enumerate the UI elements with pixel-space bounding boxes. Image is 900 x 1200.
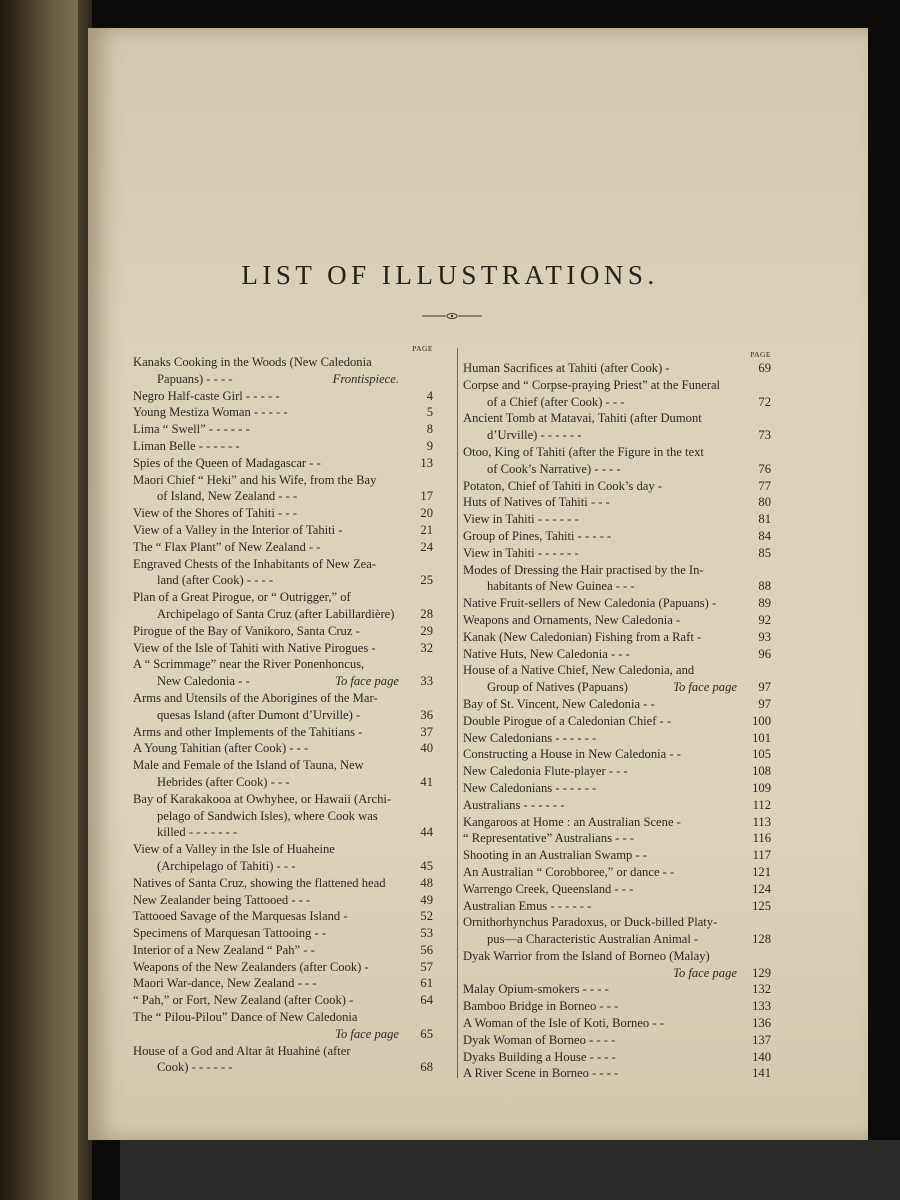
page-number: 76: [758, 461, 771, 476]
illustration-entry: [133, 438, 433, 455]
entry-text-line: Tattooed Savage of the Marquesas Island -: [133, 909, 348, 924]
entry-text-line: of Cook’s Narrative) - - - -: [487, 461, 621, 476]
illustration-entry: [463, 780, 771, 797]
page-number: 96: [758, 646, 771, 661]
entry-text-line: Dyak Woman of Borneo - - - -: [463, 1032, 616, 1047]
column-divider: [457, 348, 458, 1078]
illustration-entry: [133, 556, 433, 590]
illustration-entry: [133, 724, 433, 741]
book-spine: [0, 0, 90, 1200]
illustration-entry: [463, 981, 771, 998]
entry-text-line: View of the Shores of Tahiti - - -: [133, 506, 297, 521]
illustration-entry: [463, 562, 771, 596]
entry-text-line: A River Scene in Borneo - - - -: [463, 1066, 619, 1081]
entry-text-line: Young Mestiza Woman - - - - -: [133, 405, 288, 420]
illustration-entry: [133, 757, 433, 791]
page-number: 77: [758, 478, 771, 493]
illustration-entry: [463, 696, 771, 713]
illustration-entry: [133, 791, 433, 841]
illustration-entry: [463, 1049, 771, 1066]
page-number: 97: [758, 680, 771, 695]
illustration-entry: [463, 1015, 771, 1032]
entry-text-line: A “ Scrimmage” near the River Ponenhoncus,: [133, 657, 365, 672]
illustration-entry: [463, 948, 771, 982]
entry-text-line: Hebrides (after Cook) - - -: [157, 774, 290, 789]
entry-text-line: View of a Valley in the Interior of Tahiti -: [133, 522, 343, 537]
page-number: 133: [752, 999, 771, 1014]
page-number: 136: [752, 1016, 771, 1031]
page-number: 37: [420, 724, 433, 739]
entry-text-line: Dyak Warrior from the Island of Borneo (Malay): [463, 948, 710, 963]
entry-text-line: “ Pah,” or Fort, New Zealand (after Cook) -: [133, 993, 354, 1008]
entry-text-line: Kanaks Cooking in the Woods (New Caledonia: [133, 355, 372, 369]
page-number: 56: [420, 942, 433, 957]
page-number: 84: [758, 528, 771, 543]
illustration-entry: [463, 1065, 771, 1082]
entry-text-line: Australians - - - - - -: [463, 797, 565, 812]
entry-text-line: land (after Cook) - - - -: [157, 573, 274, 588]
entry-text-line: An Australian “ Corobboree,” or dance - -: [463, 864, 675, 879]
facing-page-note: To face page: [673, 680, 737, 695]
illustration-entry: [463, 713, 771, 730]
page-number: 112: [752, 797, 771, 812]
illustration-entry: [463, 814, 771, 831]
illustration-entry: [133, 925, 433, 942]
page-number: 121: [752, 864, 771, 879]
page-column-header: PAGE: [412, 344, 433, 353]
entry-text-line: pus—a Characteristic Australian Animal -: [487, 932, 699, 947]
illustration-entry: [463, 595, 771, 612]
entry-text-line: d’Urville) - - - - - -: [487, 428, 582, 443]
illustration-entry: [463, 662, 771, 696]
entry-text-line: Warrengo Creek, Queensland - - -: [463, 881, 634, 896]
entry-text-line: Native Fruit-sellers of New Caledonia (Papuans) -: [463, 596, 717, 611]
illustration-entry: [133, 354, 433, 388]
page-number: 53: [420, 926, 433, 941]
page-number: 57: [420, 959, 433, 974]
illustration-entry: [133, 959, 433, 976]
entry-text-line: Weapons and Ornaments, New Caledonia -: [463, 612, 681, 627]
entry-text-line: Maori War-dance, New Zealand - - -: [133, 976, 317, 991]
entry-text-line: Potaton, Chief of Tahiti in Cook’s day -: [463, 478, 662, 493]
entry-text-line: Ornithorhynchus Paradoxus, or Duck-billed Platy-: [463, 915, 718, 930]
page-number: 17: [420, 489, 433, 504]
page-number: 33: [420, 674, 433, 689]
illustration-entry: [133, 992, 433, 1009]
illustration-entry: [133, 388, 433, 405]
illustration-entry: [133, 1043, 433, 1077]
entry-text-line: Australian Emus - - - - - -: [463, 898, 592, 913]
entry-text-line: View of the Isle of Tahiti with Native Pirogues -: [133, 640, 376, 655]
illustration-entry: [463, 847, 771, 864]
entry-text-line: of a Chief (after Cook) - - -: [487, 394, 625, 409]
illustration-entry: [133, 656, 433, 690]
page-number: 61: [420, 976, 433, 991]
right-entries: [463, 360, 771, 1082]
page-number: 49: [420, 892, 433, 907]
entry-text-line: Kanak (New Caledonian) Fishing from a Raft -: [463, 629, 702, 644]
page-number: 92: [758, 612, 771, 627]
page-number: 65: [420, 1026, 433, 1041]
page-number: 141: [752, 1066, 771, 1081]
page-number: 85: [758, 545, 771, 560]
page-number: 72: [758, 394, 771, 409]
page-number: 109: [752, 780, 771, 795]
entry-text-line: The “ Pilou-Pilou” Dance of New Caledonia: [133, 1010, 358, 1025]
entry-text-line: Engraved Chests of the Inhabitants of New Zea-: [133, 556, 377, 571]
entry-text-line: Papuans) - - - -: [157, 371, 233, 386]
entry-text-line: Bay of Karakakooa at Owhyhee, or Hawaii (Archi-: [133, 791, 392, 806]
illustration-entry: [463, 629, 771, 646]
entry-text-line: New Zealander being Tattooed - - -: [133, 892, 311, 907]
page-number: 44: [420, 825, 433, 840]
entry-text-line: Shooting in an Australian Swamp - -: [463, 848, 647, 863]
entry-text-line: quesas Island (after Dumont d’Urville) -: [157, 707, 361, 722]
page-number: 81: [758, 512, 771, 527]
entry-text-line: Double Pirogue of a Caledonian Chief - -: [463, 713, 672, 728]
facing-page-note: Frontispiece.: [332, 371, 399, 386]
illustration-entry: [463, 881, 771, 898]
illustration-entry: [133, 589, 433, 623]
illustration-entry: [133, 875, 433, 892]
page-number: 113: [752, 814, 771, 829]
illustration-entry: [463, 746, 771, 763]
illustration-entry: [133, 623, 433, 640]
page-number: 140: [752, 1049, 771, 1064]
entry-text-line: Pirogue of the Bay of Vanikoro, Santa Cruz -: [133, 623, 360, 638]
page-number: 128: [752, 932, 771, 947]
page-number: 32: [420, 640, 433, 655]
page-number: 69: [758, 361, 771, 375]
page-number: 73: [758, 428, 771, 443]
page-number: 13: [420, 455, 433, 470]
illustration-entry: [133, 522, 433, 539]
illustration-entry: [463, 444, 771, 478]
page-number: 29: [420, 623, 433, 638]
facing-page-note: To face page: [673, 965, 737, 980]
illustration-entry: [463, 898, 771, 915]
entry-text-line: Human Sacrifices at Tahiti (after Cook) -: [463, 361, 670, 375]
entry-text-line: Kangaroos at Home : an Australian Scene -: [463, 814, 681, 829]
entry-text-line: New Caledonians - - - - - -: [463, 780, 597, 795]
entry-text-line: Malay Opium-smokers - - - -: [463, 982, 609, 997]
illustration-entry: [133, 472, 433, 506]
illustration-entry: [463, 1032, 771, 1049]
entry-text-line: Archipelago of Santa Cruz (after Labillardière): [157, 606, 395, 621]
illustration-entry: [463, 646, 771, 663]
illustration-entry: [133, 841, 433, 875]
illustration-entry: [463, 494, 771, 511]
facing-page-note: To face page: [335, 1026, 399, 1041]
page-number: 52: [420, 909, 433, 924]
entry-text-line: Specimens of Marquesan Tattooing - -: [133, 926, 326, 941]
page-number: 80: [758, 495, 771, 510]
page-number: 105: [752, 747, 771, 762]
entry-text-line: Lima “ Swell” - - - - - -: [133, 422, 250, 437]
page-number: 41: [420, 774, 433, 789]
page-number: 124: [752, 881, 771, 896]
entry-text-line: New Caledonia Flute-player - - -: [463, 764, 628, 779]
page-number: 125: [752, 898, 771, 913]
illustration-entry: [133, 740, 433, 757]
illustration-entry: [133, 975, 433, 992]
page-number: 5: [426, 405, 433, 420]
page-number: 117: [752, 848, 771, 863]
page-number: 48: [420, 875, 433, 890]
illustration-entry: [463, 998, 771, 1015]
entry-text-line: New Caledonians - - - - - -: [463, 730, 597, 745]
entry-text-line: Weapons of the New Zealanders (after Cook) -: [133, 959, 369, 974]
entry-text-line: Maori Chief “ Heki” and his Wife, from the Bay: [133, 472, 377, 487]
page-number: 89: [758, 596, 771, 611]
illustration-entry: [133, 421, 433, 438]
entry-text-line: Corpse and “ Corpse-praying Priest” at the Funeral: [463, 377, 721, 392]
illustration-entry: [463, 763, 771, 780]
page-number: 64: [420, 993, 433, 1008]
illustration-entry: [463, 528, 771, 545]
entry-text-line: habitants of New Guinea - - -: [487, 579, 635, 594]
page-number: 21: [420, 522, 433, 537]
page-number: 97: [758, 696, 771, 711]
illustration-entry: [463, 730, 771, 747]
title-ornament: [422, 311, 482, 321]
page-number: 8: [426, 422, 433, 437]
page-number: 40: [420, 741, 433, 756]
page-number: 36: [420, 707, 433, 722]
illustration-entry: [133, 539, 433, 556]
illustration-entry: [463, 830, 771, 847]
entry-text-line: Huts of Natives of Tahiti - - -: [463, 495, 610, 510]
illustration-entry: [133, 404, 433, 421]
illustration-entry: [133, 455, 433, 472]
illustration-entry: [133, 892, 433, 909]
illustration-entry: [463, 797, 771, 814]
entry-text-line: Constructing a House in New Caledonia - -: [463, 747, 681, 762]
illustration-entry: [133, 505, 433, 522]
illustration-entry: [463, 478, 771, 495]
entry-text-line: Arms and Utensils of the Aborigines of the Mar-: [133, 690, 378, 705]
page-number: 68: [420, 1060, 433, 1075]
page-number: 132: [752, 982, 771, 997]
entry-text-line: A Woman of the Isle of Koti, Borneo - -: [463, 1016, 664, 1031]
entry-text-line: Otoo, King of Tahiti (after the Figure in the text: [463, 444, 704, 459]
entry-text-line: House of a God and Altar ât Huahiné (after: [133, 1043, 351, 1058]
entry-text-line: Plan of a Great Pirogue, or “ Outrigger,” of: [133, 590, 351, 605]
entry-text-line: Interior of a New Zealand “ Pah” - -: [133, 942, 315, 957]
entry-text-line: Cook) - - - - - -: [157, 1060, 233, 1075]
entry-text-line: Male and Female of the Island of Tauna, New: [133, 758, 364, 773]
illustration-entry: [133, 942, 433, 959]
right-column: [463, 350, 771, 1082]
entry-text-line: Dyaks Building a House - - - -: [463, 1049, 616, 1064]
illustration-entry: [133, 690, 433, 724]
illustration-entry: [463, 864, 771, 881]
page-number: 116: [752, 831, 771, 846]
page-number: 129: [752, 965, 771, 980]
page-title: LIST OF ILLUSTRATIONS.: [241, 260, 659, 290]
left-entries: [133, 354, 433, 1076]
page-number: 93: [758, 629, 771, 644]
page-number: 24: [420, 539, 433, 554]
illustration-entry: [463, 612, 771, 629]
illustration-entry: [463, 545, 771, 562]
page-number: 28: [420, 606, 433, 621]
entry-text-line: House of a Native Chief, New Caledonia, and: [463, 663, 695, 678]
illustration-entry: [463, 914, 771, 948]
illustration-entry: [133, 908, 433, 925]
entry-text-line: pelago of Sandwich Isles), where Cook was: [157, 808, 378, 823]
entry-text-line: of Island, New Zealand - - -: [157, 489, 298, 504]
entry-text-line: View in Tahiti - - - - - -: [463, 512, 579, 527]
entry-text-line: Native Huts, New Caledonia - - -: [463, 646, 630, 661]
entry-text-line: Group of Natives (Papuans): [487, 680, 628, 695]
page-number: 4: [426, 388, 433, 403]
page-number: 20: [420, 506, 433, 521]
entry-text-line: Spies of the Queen of Madagascar - -: [133, 455, 321, 470]
page-column-header: PAGE: [750, 350, 771, 359]
illustration-entry: [463, 511, 771, 528]
entry-text-line: Liman Belle - - - - - -: [133, 438, 240, 453]
entry-text-line: Ancient Tomb at Matavai, Tahiti (after Dumont: [463, 411, 702, 426]
page-number: 25: [420, 573, 433, 588]
entry-text-line: A Young Tahitian (after Cook) - - -: [133, 741, 309, 756]
illustration-entry: [133, 640, 433, 657]
entry-text-line: New Caledonia - -: [157, 674, 250, 689]
entry-text-line: “ Representative” Australians - - -: [463, 831, 634, 846]
entry-text-line: Arms and other Implements of the Tahitians -: [133, 724, 363, 739]
illustration-entry: [463, 410, 771, 444]
entry-text-line: Negro Half-caste Girl - - - - -: [133, 388, 280, 403]
page-number: 45: [420, 858, 433, 873]
page-number: 101: [752, 730, 771, 745]
page-number: 100: [752, 713, 771, 728]
entry-text-line: Natives of Santa Cruz, showing the flattened head: [133, 875, 386, 890]
entry-text-line: View of a Valley in the Isle of Huaheine: [133, 842, 335, 857]
entry-text-line: Bay of St. Vincent, New Caledonia - -: [463, 696, 655, 711]
entry-text-line: View in Tahiti - - - - - -: [463, 545, 579, 560]
entry-text-line: Bamboo Bridge in Borneo - - -: [463, 999, 619, 1014]
entry-text-line: killed - - - - - - -: [157, 825, 238, 840]
left-column: [133, 344, 433, 1076]
illustration-entry: [133, 1009, 433, 1043]
page-number: 88: [758, 579, 771, 594]
entry-text-line: (Archipelago of Tahiti) - - -: [157, 858, 296, 873]
entry-text-line: Group of Pines, Tahiti - - - - -: [463, 528, 612, 543]
entry-text-line: The “ Flax Plant” of New Zealand - -: [133, 539, 321, 554]
table-surface: [120, 1140, 900, 1200]
page-number: 9: [426, 438, 433, 453]
illustration-entry: [463, 360, 771, 377]
entry-text-line: Modes of Dressing the Hair practised by the In-: [463, 562, 704, 577]
illustration-entry: [463, 377, 771, 411]
page-number: 108: [752, 764, 771, 779]
facing-page-note: To face page: [335, 674, 399, 689]
page-number: 137: [752, 1032, 771, 1047]
